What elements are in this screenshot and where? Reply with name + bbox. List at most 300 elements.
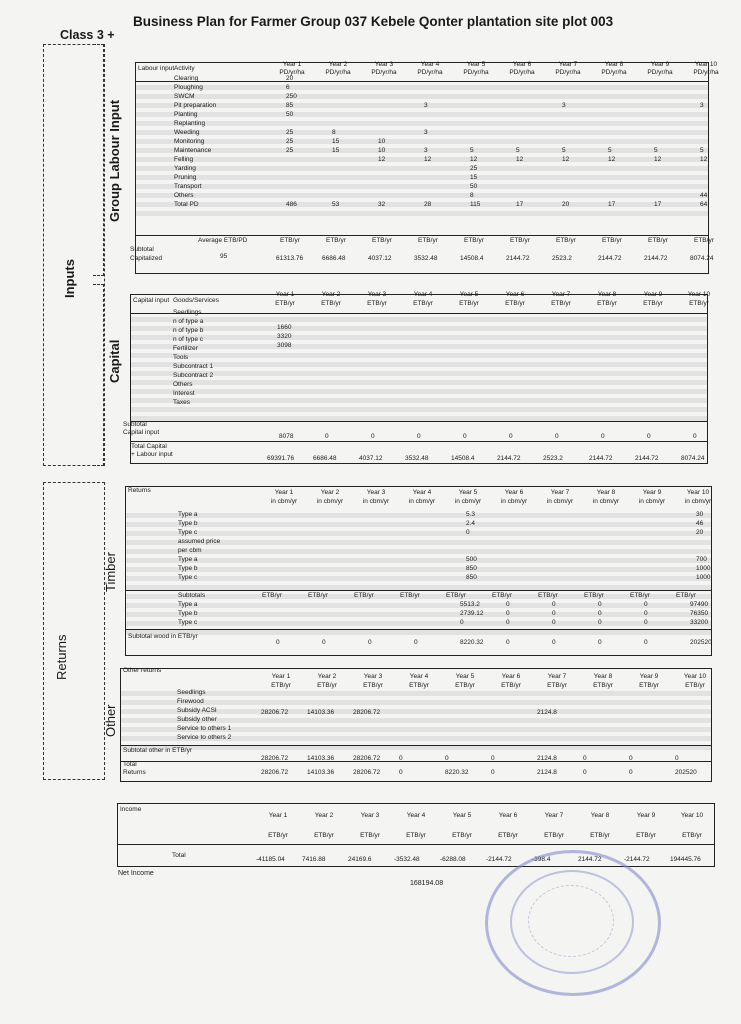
- timber-subtotals-unit: ETB/yr: [354, 592, 374, 599]
- returns-section-box: [43, 482, 105, 780]
- other-year-header: Year 9: [639, 673, 659, 680]
- labour-unit-header: PD/yr/ha: [417, 69, 443, 76]
- capital-year-header: Year 10: [687, 291, 711, 298]
- row-shading: [136, 139, 708, 144]
- timber-value-cell: 700: [696, 556, 707, 563]
- labour-unit-header: PD/yr/ha: [647, 69, 673, 76]
- capital-unit-header: ETB/yr: [689, 300, 709, 307]
- labour-avg-unit: ETB/yr: [372, 237, 392, 244]
- timber-unit-header: in cbm/yr: [500, 498, 528, 505]
- income-unit-header: ETB/yr: [590, 832, 610, 839]
- labour-activity-label: Yarding: [174, 165, 196, 172]
- subtotal-wood-cell: 0: [322, 639, 326, 646]
- labour-value-cell: 17: [608, 201, 616, 208]
- timber-year-header: Year 10: [686, 489, 710, 496]
- capital-year-header: Year 2: [321, 291, 341, 298]
- row-shading: [131, 380, 707, 385]
- capital-year-header: Year 4: [413, 291, 433, 298]
- timber-value-cell: 0: [506, 601, 510, 608]
- timber-value-cell: 0: [552, 619, 556, 626]
- timber-row-label: Type c: [178, 619, 198, 626]
- other-returns-table: [120, 668, 712, 782]
- timber-returns-table: [125, 486, 712, 656]
- labour-value-cell: 25: [286, 129, 294, 136]
- goods-header: Goods/Services: [173, 297, 219, 304]
- other-year-header: Year 6: [501, 673, 521, 680]
- labour-year-header: Year 4: [420, 61, 440, 68]
- total-returns-cell: 0: [491, 769, 495, 776]
- capital-total-cell: 2144.72: [635, 455, 659, 462]
- capital-subtotal-label: Subtotal: [123, 421, 147, 428]
- capital-total-cell: 8074.24: [681, 455, 705, 462]
- income-corner-label: Income: [120, 806, 142, 813]
- other-item-label: Subsidy ACSI: [177, 707, 217, 714]
- capital-item-value: 1660: [277, 324, 292, 331]
- timber-row-label: assumed price: [178, 538, 221, 545]
- other-subsidy-cell: 2124.8: [537, 709, 557, 716]
- capital-unit-header: ETB/yr: [459, 300, 479, 307]
- other-unit-header: ETB/yr: [455, 682, 475, 689]
- other-subtotal-cell: 0: [629, 755, 633, 762]
- capital-subtotal-cell: 0: [555, 433, 559, 440]
- row-shading: [136, 184, 708, 189]
- income-table: [117, 803, 715, 867]
- capital-subtotal-cell: 0: [509, 433, 513, 440]
- labour-unit-header: PD/yr/ha: [555, 69, 581, 76]
- labour-corner-label: Labour input: [138, 65, 175, 72]
- row-shading: [126, 630, 711, 635]
- subtotal-wood-cell: 0: [506, 639, 510, 646]
- income-total-label: Total: [172, 852, 186, 859]
- other-subtotal-cell: 0: [445, 755, 449, 762]
- capital-item-label: Seedlings: [173, 309, 202, 316]
- timber-year-header: Year 4: [412, 489, 432, 496]
- capital-unit-header: ETB/yr: [413, 300, 433, 307]
- document-title: Business Plan for Farmer Group 037 Kebele Qonter plantation site plot 003: [133, 14, 614, 29]
- labour-unit-header: PD/yr/ha: [463, 69, 489, 76]
- capital-year-header: Year 9: [643, 291, 663, 298]
- labour-activity-label: Pruning: [174, 174, 197, 181]
- labour-value-cell: 5: [562, 147, 566, 154]
- group-labour-input-label: Group Labour Input: [107, 99, 122, 222]
- timber-value-cell: 76350: [690, 610, 709, 617]
- labour-activity-label: Others: [174, 192, 194, 199]
- timber-value-cell: 1000: [696, 565, 711, 572]
- row-shading: [136, 157, 708, 162]
- income-unit-header: ETB/yr: [636, 832, 656, 839]
- labour-value-cell: 12: [516, 156, 524, 163]
- total-returns-cell: 202520: [675, 769, 697, 776]
- other-subsidy-cell: 14103.36: [307, 709, 335, 716]
- other-unit-header: ETB/yr: [593, 682, 613, 689]
- income-year-header: Year 9: [636, 812, 656, 819]
- timber-subtotals-unit: ETB/yr: [262, 592, 282, 599]
- timber-value-cell: 0: [644, 601, 648, 608]
- other-subtotal-rule: [121, 745, 711, 746]
- timber-year-header: Year 6: [504, 489, 524, 496]
- row-shading: [126, 603, 711, 608]
- capital-subtotal-cell: 0: [647, 433, 651, 440]
- timber-value-cell: 5.3: [466, 511, 476, 518]
- capital-subtotal-cell: 0: [693, 433, 697, 440]
- timber-value-cell: 0: [460, 619, 464, 626]
- row-shading: [136, 103, 708, 108]
- capital-item-label: n of type a: [173, 318, 204, 325]
- timber-value-cell: 30: [696, 511, 704, 518]
- labour-year-header: Year 10: [694, 61, 718, 68]
- timber-subtotals-unit: ETB/yr: [492, 592, 512, 599]
- timber-year-header: Year 3: [366, 489, 386, 496]
- timber-year-header: Year 1: [274, 489, 294, 496]
- row-shading: [126, 612, 711, 617]
- other-year-header: Year 10: [683, 673, 707, 680]
- total-returns-label: Total: [123, 761, 137, 768]
- labour-capitalized-cell: 6686.48: [322, 255, 346, 262]
- timber-unit-header: in cbm/yr: [408, 498, 436, 505]
- labour-value-cell: 12: [700, 156, 708, 163]
- capital-total-cell: 3532.48: [405, 455, 429, 462]
- capital-item-label: Interest: [173, 390, 195, 397]
- other-unit-header: ETB/yr: [271, 682, 291, 689]
- capital-unit-header: ETB/yr: [275, 300, 295, 307]
- capital-year-header: Year 8: [597, 291, 617, 298]
- timber-value-cell: 33200: [690, 619, 709, 626]
- income-total-cell: 2144.72: [578, 856, 602, 863]
- labour-value-cell: 53: [332, 201, 340, 208]
- row-shading: [136, 211, 708, 216]
- labour-year-header: Year 1: [282, 61, 302, 68]
- labour-value-cell: 20: [286, 75, 294, 82]
- total-returns-cell: 28206.72: [353, 769, 381, 776]
- row-shading: [136, 94, 708, 99]
- income-unit-header: ETB/yr: [268, 832, 288, 839]
- labour-year-header: Year 6: [512, 61, 532, 68]
- capital-item-value: 3098: [277, 342, 292, 349]
- activity-header: Activity: [174, 65, 195, 72]
- labour-value-cell: 25: [470, 165, 478, 172]
- capital-subtotal-cell: 0: [417, 433, 421, 440]
- net-income-value: 168194.08: [410, 880, 444, 887]
- capital-subtotal-cell: 0: [601, 433, 605, 440]
- capital-unit-header: ETB/yr: [597, 300, 617, 307]
- capital-year-header: Year 1: [275, 291, 295, 298]
- other-unit-header: ETB/yr: [547, 682, 567, 689]
- timber-row-label: Type b: [178, 565, 198, 572]
- income-total-cell: -3532.48: [394, 856, 420, 863]
- subtotal-wood-label: Subtotal wood in ETB/yr: [128, 633, 198, 640]
- income-total-rule: [118, 844, 714, 845]
- other-subsidy-cell: 28206.72: [261, 709, 289, 716]
- timber-subtotals-unit: ETB/yr: [584, 592, 604, 599]
- timber-subtotals-label: Subtotals: [178, 592, 206, 599]
- capital-subtotal-cell: 0: [325, 433, 329, 440]
- labour-value-cell: 15: [470, 174, 478, 181]
- timber-row-label: Type a: [178, 601, 198, 608]
- timber-row-label: per cbm: [178, 547, 202, 554]
- row-shading: [136, 130, 708, 135]
- capital-input-label: Capital input: [123, 429, 160, 436]
- labour-value-cell: 20: [562, 201, 570, 208]
- total-capital-label: Total Capital: [131, 443, 167, 450]
- labour-value-cell: 15: [332, 138, 340, 145]
- labour-value-cell: 64: [700, 201, 708, 208]
- capital-year-header: Year 5: [459, 291, 479, 298]
- other-item-label: Firewood: [177, 698, 204, 705]
- labour-capitalized-cell: 14508.4: [460, 255, 484, 262]
- labour-value-cell: 12: [470, 156, 478, 163]
- labour-value-cell: 8: [332, 129, 336, 136]
- timber-unit-header: in cbm/yr: [454, 498, 482, 505]
- capital-item-label: Fertilizer: [173, 345, 198, 352]
- labour-value-cell: 250: [286, 93, 297, 100]
- timber-value-cell: 0: [598, 610, 602, 617]
- timber-unit-header: in cbm/yr: [316, 498, 344, 505]
- capital-corner-label: Capital input: [133, 297, 170, 304]
- labour-input-table: [130, 61, 719, 274]
- other-year-header: Year 2: [317, 673, 337, 680]
- labour-unit-header: PD/yr/ha: [371, 69, 397, 76]
- labour-year-header: Year 7: [558, 61, 578, 68]
- capital-item-label: Subcontract 1: [173, 363, 214, 370]
- timber-row-label: Type c: [178, 529, 198, 536]
- returns-label-small: Returns: [123, 769, 146, 776]
- labour-avg-rule: [136, 235, 708, 236]
- timber-value-cell: 0: [598, 619, 602, 626]
- labour-avg-value: 95: [220, 253, 228, 260]
- subtotal-wood-cell: 0: [598, 639, 602, 646]
- labour-value-cell: 5: [700, 147, 704, 154]
- timber-year-header: Year 8: [596, 489, 616, 496]
- capital-subtotal-cell: 0: [371, 433, 375, 440]
- labour-year-header: Year 3: [374, 61, 394, 68]
- capital-label: Capital: [107, 339, 122, 383]
- total-returns-cell: 0: [399, 769, 403, 776]
- timber-corner-label: Returns: [128, 487, 151, 494]
- labour-unit-header: PD/yr/ha: [693, 69, 719, 76]
- capital-unit-header: ETB/yr: [643, 300, 663, 307]
- other-subtotal-cell: 0: [491, 755, 495, 762]
- other-subtotal-cell: 14103.36: [307, 755, 335, 762]
- timber-value-cell: 500: [466, 556, 477, 563]
- labour-activity-label: Maintenance: [174, 147, 212, 154]
- other-item-label: Subsidy other: [177, 716, 217, 723]
- labour-unit-header: PD/yr/ha: [509, 69, 535, 76]
- labour-capitalized-cell: 61313.76: [276, 255, 304, 262]
- labour-avg-unit: ETB/yr: [602, 237, 622, 244]
- row-shading: [126, 513, 711, 518]
- subtotal-wood-cell: 0: [644, 639, 648, 646]
- labour-capitalized-cell: 2523.2: [552, 255, 572, 262]
- timber-unit-header: in cbm/yr: [592, 498, 620, 505]
- labour-value-cell: 25: [286, 138, 294, 145]
- capital-total-rule: [131, 441, 707, 442]
- other-label: Other: [103, 704, 118, 737]
- labour-value-cell: 115: [470, 201, 481, 208]
- timber-subtotal-wood-rule: [126, 629, 711, 630]
- subtotal-wood-cell: 0: [276, 639, 280, 646]
- income-year-header: Year 2: [314, 812, 334, 819]
- other-year-header: Year 3: [363, 673, 383, 680]
- capital-subtotal-rule: [131, 421, 707, 422]
- labour-year-header: Year 8: [604, 61, 624, 68]
- labour-value-cell: 5: [608, 147, 612, 154]
- timber-unit-header: in cbm/yr: [546, 498, 574, 505]
- capital-input-table: [123, 291, 711, 464]
- timber-value-cell: 850: [466, 574, 477, 581]
- income-unit-header: ETB/yr: [314, 832, 334, 839]
- timber-year-header: Year 5: [458, 489, 478, 496]
- labour-value-cell: 44: [700, 192, 708, 199]
- timber-value-cell: 0: [506, 610, 510, 617]
- official-stamp-center: [528, 885, 614, 957]
- row-shading: [131, 335, 707, 340]
- capital-unit-header: ETB/yr: [321, 300, 341, 307]
- labour-capitalized-cell: 2144.72: [644, 255, 668, 262]
- row-shading: [136, 193, 708, 198]
- labour-value-cell: 6: [286, 84, 290, 91]
- row-shading: [131, 371, 707, 376]
- capital-item-value: 3320: [277, 333, 292, 340]
- income-year-header: Year 10: [680, 812, 704, 819]
- labour-activity-label: Monitoring: [174, 138, 205, 145]
- timber-value-cell: 5513.2: [460, 601, 480, 608]
- row-shading: [121, 700, 711, 705]
- income-unit-header: ETB/yr: [498, 832, 518, 839]
- total-returns-cell: 0: [583, 769, 587, 776]
- timber-row-label: Type c: [178, 574, 198, 581]
- capital-year-header: Year 6: [505, 291, 525, 298]
- total-returns-cell: 0: [629, 769, 633, 776]
- labour-value-cell: 17: [516, 201, 524, 208]
- labour-value-cell: 50: [470, 183, 478, 190]
- income-year-header: Year 6: [498, 812, 518, 819]
- labour-capitalized-cell: 3532.48: [414, 255, 438, 262]
- labour-value-cell: 32: [378, 201, 386, 208]
- timber-subtotals-unit: ETB/yr: [630, 592, 650, 599]
- other-subtotal-cell: 2124.8: [537, 755, 557, 762]
- labour-value-cell: 5: [654, 147, 658, 154]
- labour-unit-header: PD/yr/ha: [601, 69, 627, 76]
- row-shading: [136, 121, 708, 126]
- labour-value-cell: 15: [332, 147, 340, 154]
- labour-value-cell: 12: [562, 156, 570, 163]
- inputs-label: Inputs: [62, 259, 77, 298]
- timber-value-cell: 1000: [696, 574, 711, 581]
- income-year-header: Year 8: [590, 812, 610, 819]
- income-total-cell: 7416.88: [302, 856, 326, 863]
- capital-total-cell: 2523.2: [543, 455, 563, 462]
- labour-value-cell: 85: [286, 102, 294, 109]
- row-shading: [131, 389, 707, 394]
- income-total-cell: -2144.72: [486, 856, 512, 863]
- row-shading: [136, 175, 708, 180]
- capital-item-label: Tools: [173, 354, 189, 361]
- labour-avg-unit: ETB/yr: [326, 237, 346, 244]
- labour-avg-unit: ETB/yr: [464, 237, 484, 244]
- other-year-header: Year 5: [455, 673, 475, 680]
- timber-row-label: Type b: [178, 520, 198, 527]
- other-subtotal-cell: 28206.72: [353, 755, 381, 762]
- other-unit-header: ETB/yr: [409, 682, 429, 689]
- income-year-header: Year 4: [406, 812, 426, 819]
- timber-value-cell: 0: [598, 601, 602, 608]
- labour-avg-unit: ETB/yr: [418, 237, 438, 244]
- other-unit-header: ETB/yr: [685, 682, 705, 689]
- row-shading: [126, 567, 711, 572]
- row-shading: [136, 85, 708, 90]
- timber-value-cell: 0: [466, 529, 470, 536]
- income-unit-header: ETB/yr: [452, 832, 472, 839]
- row-shading: [136, 112, 708, 117]
- labour-activity-label: Pit preparation: [174, 102, 217, 109]
- timber-value-cell: 97490: [690, 601, 709, 608]
- capital-year-header: Year 7: [551, 291, 571, 298]
- labour-activity-label: Felling: [174, 156, 194, 163]
- capital-unit-header: ETB/yr: [551, 300, 571, 307]
- other-year-header: Year 7: [547, 673, 567, 680]
- labour-avg-unit: ETB/yr: [556, 237, 576, 244]
- labour-capitalized-cell: 2144.72: [598, 255, 622, 262]
- timber-value-cell: 2739.12: [460, 610, 484, 617]
- income-total-cell: 194445.76: [670, 856, 701, 863]
- labour-value-cell: 3: [562, 102, 566, 109]
- labour-activity-label: Ploughing: [174, 84, 203, 91]
- row-shading: [126, 522, 711, 527]
- labour-value-cell: 17: [654, 201, 662, 208]
- capital-header-rule: [131, 313, 707, 314]
- labour-subsection-box: [93, 44, 104, 276]
- total-returns-cell: 8220.32: [445, 769, 469, 776]
- timber-subtotals-unit: ETB/yr: [400, 592, 420, 599]
- timber-subtotals-unit: ETB/yr: [308, 592, 328, 599]
- row-shading: [131, 326, 707, 331]
- labour-activity-label: Clearing: [174, 75, 199, 82]
- timber-row-label: Type a: [178, 556, 198, 563]
- timber-unit-header: in cbm/yr: [684, 498, 712, 505]
- capital-total-cell: 69391.76: [267, 455, 295, 462]
- labour-avg-unit: ETB/yr: [280, 237, 300, 244]
- income-unit-header: ETB/yr: [360, 832, 380, 839]
- labour-value-cell: 5: [516, 147, 520, 154]
- income-year-header: Year 7: [544, 812, 564, 819]
- other-unit-header: ETB/yr: [363, 682, 383, 689]
- labour-value-cell: 12: [378, 156, 386, 163]
- timber-subtotals-unit: ETB/yr: [538, 592, 558, 599]
- labour-avg-unit: ETB/yr: [510, 237, 530, 244]
- labour-year-header: Year 9: [650, 61, 670, 68]
- timber-value-cell: 2.4: [466, 520, 476, 527]
- timber-unit-header: in cbm/yr: [270, 498, 298, 505]
- row-shading: [126, 531, 711, 536]
- timber-value-cell: 0: [644, 619, 648, 626]
- capital-item-label: n of type b: [173, 327, 204, 334]
- other-subtotal-cell: 0: [675, 755, 679, 762]
- timber-year-header: Year 7: [550, 489, 570, 496]
- labour-avg-label: Average ETB/PD: [198, 237, 248, 244]
- row-shading: [131, 353, 707, 358]
- other-item-label: Seedlings: [177, 689, 206, 696]
- labour-value-cell: 50: [286, 111, 294, 118]
- row-shading: [131, 344, 707, 349]
- other-item-label: Service to others 1: [177, 725, 232, 732]
- labour-value-cell: 3: [424, 129, 428, 136]
- row-shading: [136, 166, 708, 171]
- total-returns-cell: 14103.36: [307, 769, 335, 776]
- row-shading: [126, 621, 711, 626]
- labour-capitalized-cell: 4037.12: [368, 255, 392, 262]
- other-unit-header: ETB/yr: [639, 682, 659, 689]
- row-shading: [131, 317, 707, 322]
